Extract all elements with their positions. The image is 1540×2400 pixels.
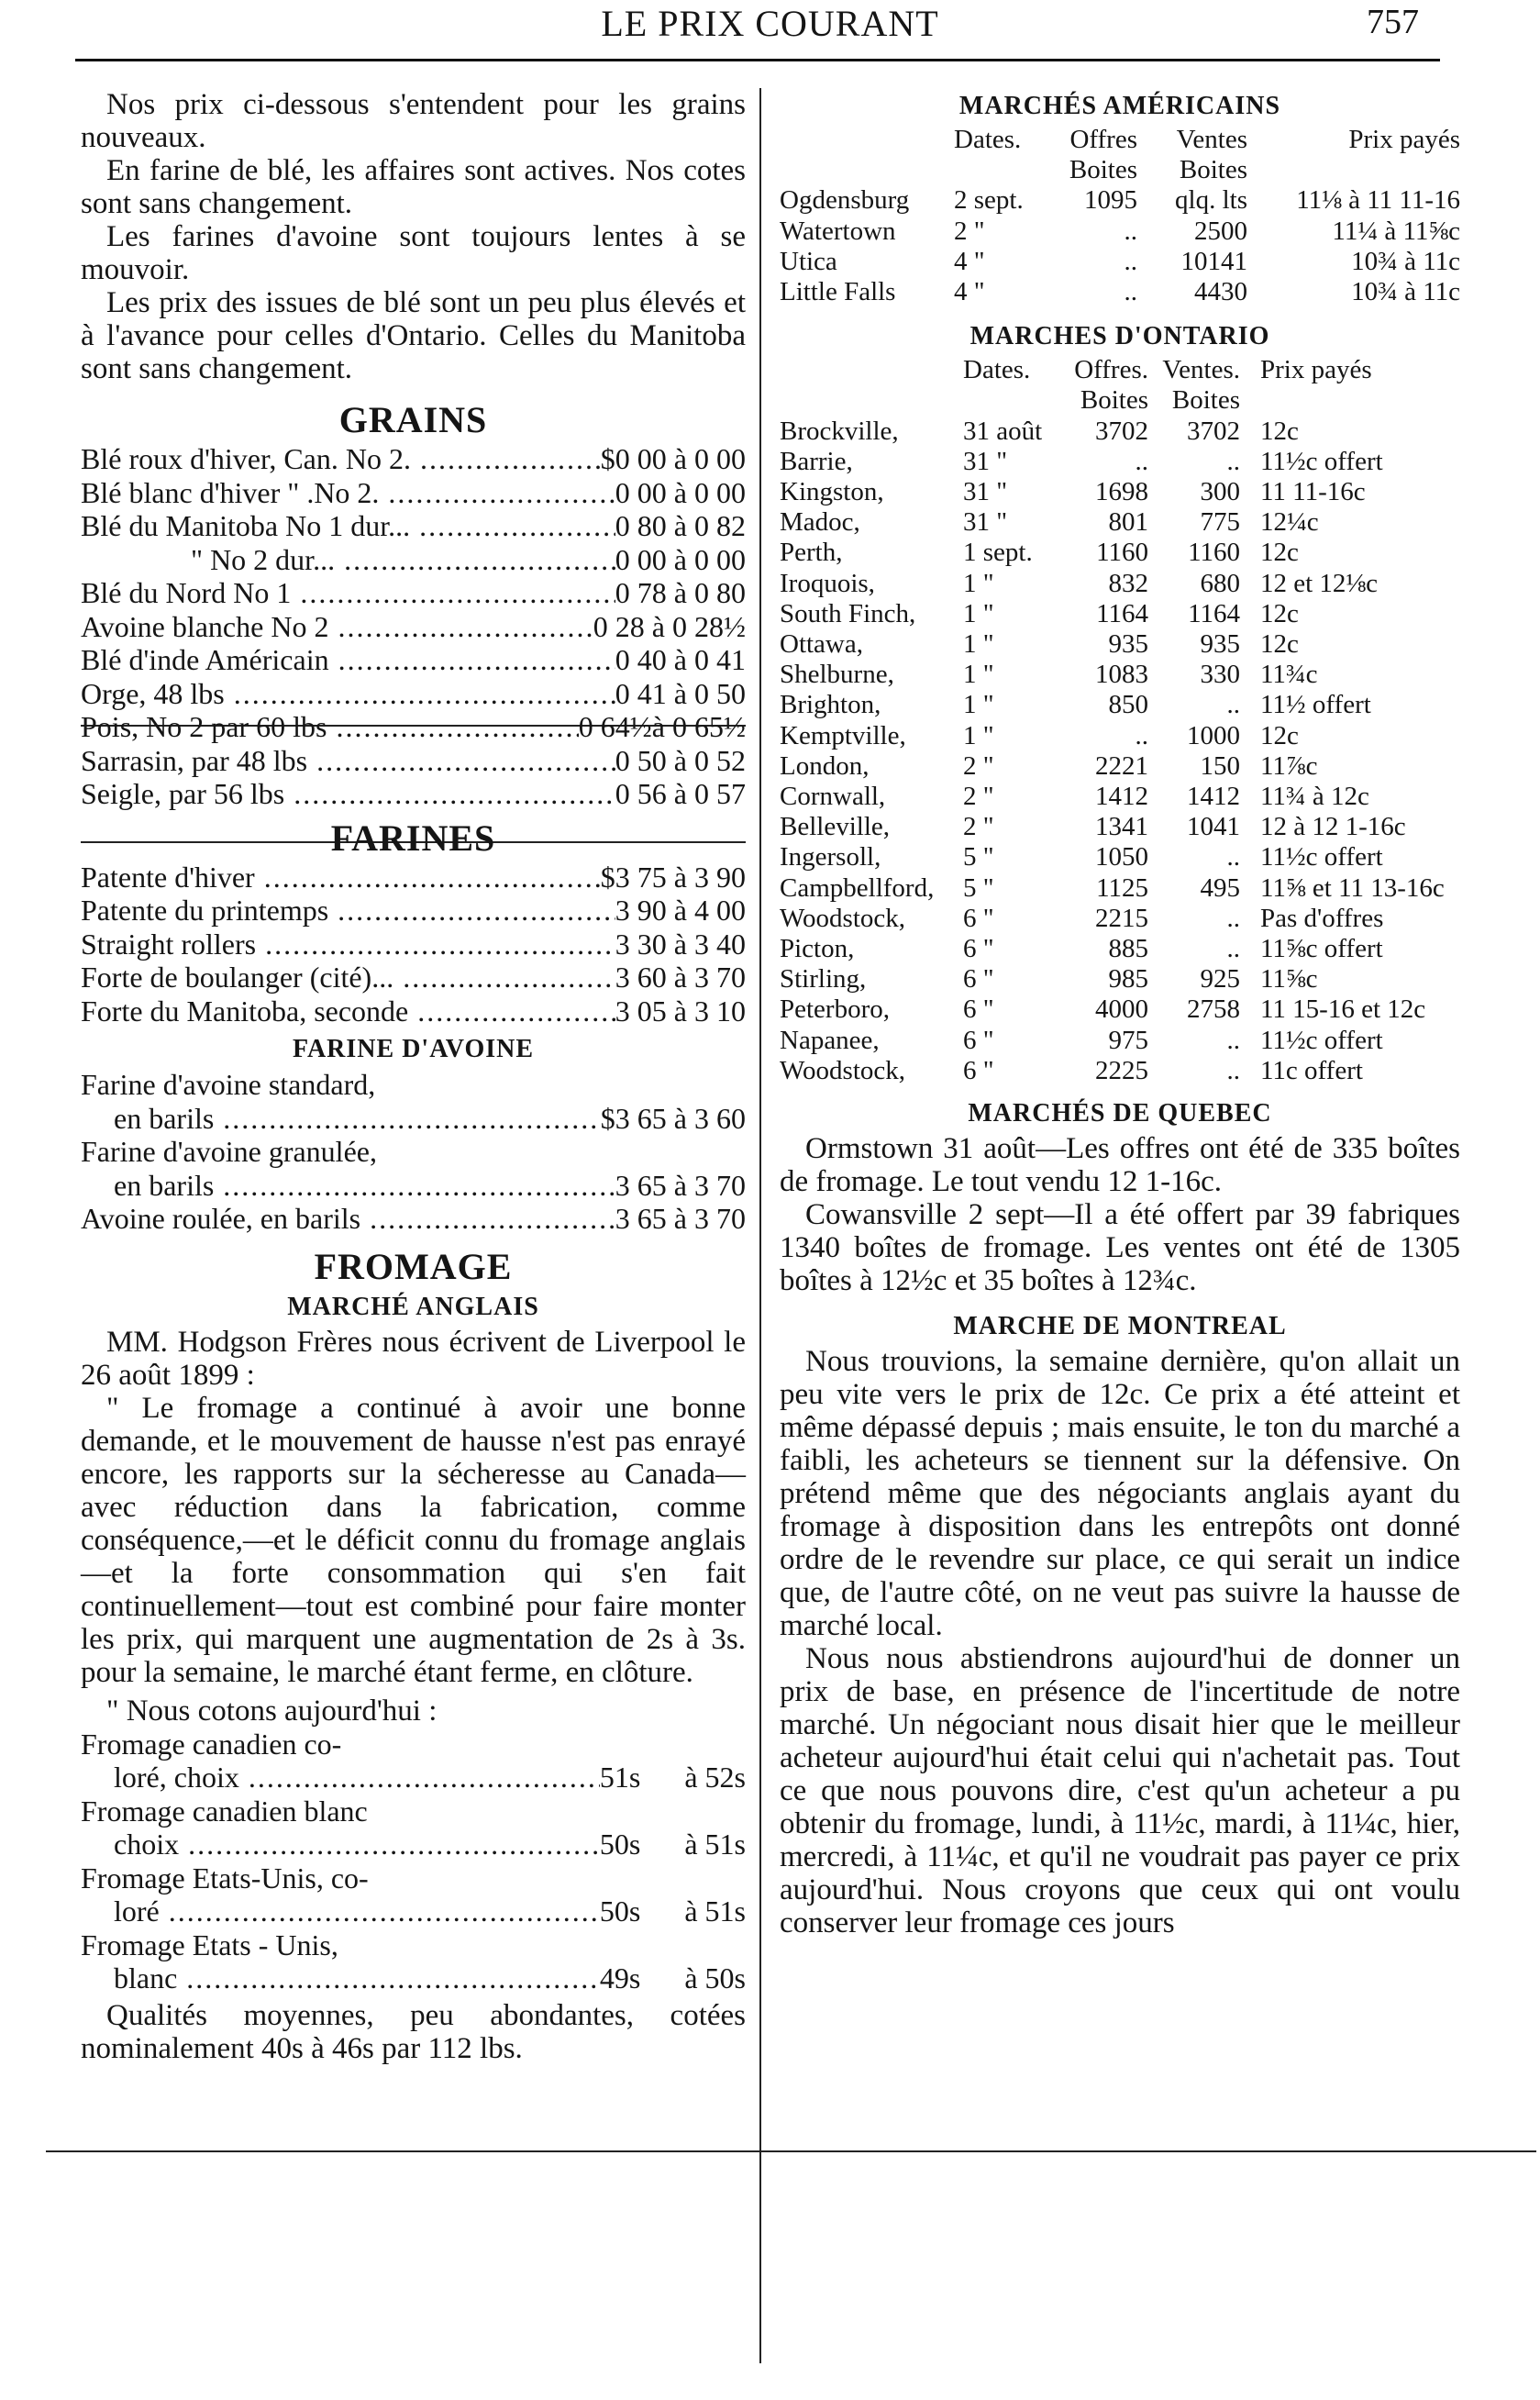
price-label: Farine d'avoine standard,	[81, 1068, 376, 1101]
price-value: 0 50 à 0 52	[615, 743, 746, 777]
price-value: 0 40 à 0 41	[615, 643, 746, 676]
table-cell: 1160	[1096, 538, 1148, 568]
price-value: 3 30 à 3 40	[615, 927, 746, 961]
table-cell: 6 "	[963, 903, 994, 933]
price-label: Pois, No 2 par 60 lbs .....	[81, 710, 579, 744]
table-cell: 1160	[1188, 538, 1240, 568]
price-value: 3 65 à 3 70	[615, 1202, 746, 1235]
price-value: 3 65 à 3 70	[615, 1168, 746, 1202]
table-cell: 12 à 12 1-16c	[1260, 812, 1406, 842]
table-cell: 495	[1200, 872, 1240, 903]
price-row	[81, 476, 746, 510]
left-column	[81, 88, 746, 2065]
table-cell: 850	[1108, 690, 1148, 720]
table-cell: 925	[1200, 964, 1240, 994]
table-cell: 1 "	[963, 568, 994, 598]
table-cell: 985	[1108, 964, 1148, 994]
farine-avoine-heading: FARINE D'AVOINE	[292, 1035, 535, 1063]
table-cell: Shelburne,	[780, 660, 894, 690]
price-label: en barils .....	[81, 1102, 601, 1136]
table-header-cell: Prix payés	[1348, 125, 1460, 154]
table-cell: 935	[1200, 629, 1240, 660]
table-cell: Brockville,	[780, 416, 899, 446]
table-row	[780, 934, 1460, 964]
table-cell: Barrie,	[780, 446, 853, 476]
table-cell: 935	[1108, 629, 1148, 660]
table-row	[780, 842, 1460, 872]
table-cell: 11⅝ et 11 13-16c	[1260, 872, 1445, 903]
table-cell: ..	[1226, 934, 1240, 964]
table-row	[780, 1026, 1460, 1056]
table-cell: ..	[1226, 690, 1240, 720]
table-cell: 2221	[1095, 750, 1148, 781]
table-row	[780, 721, 1460, 751]
table-cell: Perth,	[780, 538, 843, 568]
table-cell: 300	[1200, 477, 1240, 507]
table-cell: Ottawa,	[780, 629, 863, 660]
table-cell: 2500	[1194, 216, 1247, 246]
price-label: Farine d'avoine granulée,	[81, 1135, 377, 1168]
table-cell: 330	[1200, 660, 1240, 690]
table-header-cell: Dates.	[954, 125, 1022, 154]
table-cell: 12c	[1260, 720, 1299, 750]
price-row	[81, 1928, 746, 1962]
table-cell: Little Falls	[780, 277, 896, 307]
price-row	[81, 610, 746, 644]
table-cell: qlq. lts	[1175, 185, 1247, 216]
table-cell: 2 "	[954, 216, 985, 246]
table-row	[780, 782, 1460, 812]
header-rule	[75, 59, 1440, 61]
price-value: 0 78 à 0 80	[615, 576, 746, 609]
table-header-row	[780, 155, 1460, 185]
table-cell: 11⅝c offert	[1260, 934, 1383, 964]
table-cell: 1164	[1188, 598, 1240, 628]
quebec-paragraph: Cowansville 2 sept—Il a été offert par 39 fabriques 1340 boîtes de fromage. Les ventes ont été de 1305 boîtes à 12½c et 35 boîtes à 12¾c.	[780, 1198, 1460, 1298]
quebec-paragraph: Ormstown 31 août—Les offres ont été de 335 boîtes de fromage. Le tout vendu 12 1-16c.	[780, 1132, 1460, 1199]
marches-quebec-heading: MARCHÉS DE QUEBEC	[968, 1099, 1272, 1128]
price-row	[81, 1894, 746, 1928]
table-cell: Madoc,	[780, 507, 860, 538]
price-row	[81, 643, 746, 677]
table-cell: 3702	[1095, 416, 1148, 446]
table-cell: 6 "	[963, 1025, 994, 1055]
price-value: 0 56 à 0 57	[615, 777, 746, 810]
price-row	[81, 777, 746, 811]
table-cell: ..	[1226, 446, 1240, 476]
table-cell: 1 "	[963, 629, 994, 660]
right-column	[780, 88, 1460, 1939]
table-cell: 10¾ à 11c	[1351, 246, 1460, 276]
montreal-paragraph: Nous trouvions, la semaine dernière, qu'on allait un peu vite vers le prix de 12c. Ce prix a été atteint et même dépassé depuis ; mais ensuite, le ton du marché a faibli, les acheteurs se tiennent sur la défensive. On prétend même que des négociants anglais ayant du fromage à disposition dans les entrepôts ont donné ordre de le revendre sur place, ce qui serait un indice que, de l'autre côté, on ne veut pas suivre la hausse de marché local.	[780, 1345, 1460, 1643]
fromage-heading: FROMAGE	[314, 1245, 513, 1287]
table-cell: 11½ offert	[1260, 690, 1371, 720]
table-cell: 2758	[1187, 994, 1240, 1025]
table-cell: 1041	[1187, 812, 1240, 842]
table-cell: 10141	[1180, 246, 1247, 276]
price-label: Avoine roulée, en barils .....	[81, 1202, 615, 1236]
table-cell: 31 "	[963, 477, 1008, 507]
price-row	[81, 1828, 746, 1861]
table-cell: 11⅝c	[1260, 964, 1318, 994]
table-cell: 1341	[1095, 812, 1148, 842]
table-row	[780, 569, 1460, 599]
price-row	[81, 1102, 746, 1136]
table-cell: 6 "	[963, 1055, 994, 1085]
table-cell: 11½c offert	[1260, 842, 1383, 872]
table-cell: 1050	[1095, 842, 1148, 872]
price-value: 3 90 à 4 00	[615, 894, 746, 927]
price-row	[81, 894, 746, 928]
price-label: Patente d'hiver .....	[81, 861, 601, 894]
price-row	[81, 576, 746, 610]
table-cell: Woodstock,	[780, 1055, 906, 1085]
price-label: Blé roux d'hiver, Can. No 2. .....	[81, 442, 601, 476]
price-row	[81, 1961, 746, 1995]
price-row	[81, 928, 746, 961]
table-cell: 5 "	[963, 872, 994, 903]
table-row	[780, 507, 1460, 538]
table-cell: 12c	[1260, 629, 1299, 660]
table-header-cell: Ventes	[1176, 125, 1247, 154]
price-label: Seigle, par 56 lbs .....	[81, 777, 615, 811]
table-cell: 4000	[1095, 994, 1148, 1025]
price-row	[81, 961, 746, 994]
marches-ontario-heading: MARCHES D'ONTARIO	[969, 322, 1270, 351]
table-cell: 2 sept.	[954, 185, 1024, 216]
table-header-cell: Boites	[1179, 155, 1247, 185]
marche-anglais-heading: MARCHÉ ANGLAIS	[287, 1292, 539, 1321]
table-cell: ..	[1226, 1025, 1240, 1055]
table-cell: 1412	[1187, 782, 1240, 812]
table-cell: 31 "	[963, 507, 1008, 538]
table-row	[780, 417, 1460, 447]
column-divider	[759, 88, 761, 2363]
table-cell: ..	[1226, 842, 1240, 872]
price-row	[81, 744, 746, 778]
table-header-cell	[1247, 155, 1460, 185]
price-label: Blé du Manitoba No 1 dur... .....	[81, 509, 615, 543]
table-cell: 11¾c	[1260, 660, 1318, 690]
table-cell: Picton,	[780, 934, 855, 964]
price-value: 0 64½à 0 65½	[578, 710, 746, 743]
table-cell: 4 "	[954, 277, 985, 307]
fromage-paragraph: " Le fromage a continué à avoir une bonne demande, et le mouvement de hausse n'est pas enrayé encore, les rapports sur la sécheresse au Canada—avec réduction dans la fabrication, comme conséquence,—et le déficit connu du fromage anglais—et la forte consommation qui s'en fait continuellement—tout est combiné pour faire monter les prix, qui marquent une augmentation de 2s à 3s. pour la semaine, le marché étant ferme, en clôture.	[81, 1391, 746, 1689]
price-value: 0 41 à 0 50	[615, 676, 746, 710]
table-cell: ..	[1124, 216, 1137, 246]
americains-table	[780, 125, 1460, 307]
price-value: $3 75 à 3 90	[600, 860, 746, 894]
table-header-cell	[780, 385, 963, 416]
table-cell: 1125	[1096, 872, 1148, 903]
table-cell: 1000	[1187, 720, 1240, 750]
table-cell: 11 11-16c	[1260, 477, 1366, 507]
table-row	[780, 873, 1460, 904]
table-header-cell	[1240, 385, 1460, 416]
table-header-cell: Offres.	[1074, 355, 1148, 385]
intro-paragraph: Les prix des issues de blé sont un peu plus élevés et à l'avance pour celles d'Ontario. Celles du Manitoba sont sans changement.	[81, 286, 746, 385]
page-title: LE PRIX COURANT	[601, 3, 939, 44]
price-value: 0 00 à 0 00	[615, 542, 746, 576]
table-cell: 1 "	[963, 598, 994, 628]
marche-montreal-heading: MARCHE DE MONTREAL	[953, 1312, 1287, 1341]
ontario-table	[780, 355, 1460, 1086]
price-label: Blé blanc d'hiver " .No 2. .....	[81, 476, 615, 510]
table-cell: 3702	[1187, 416, 1240, 446]
table-cell: 11¼ à 11⅝c	[1332, 216, 1460, 246]
price-row	[81, 543, 746, 577]
table-cell: ..	[1135, 720, 1148, 750]
price-label: Blé d'inde Américain .....	[81, 643, 615, 677]
table-cell: 4430	[1194, 277, 1247, 307]
table-cell: 1 sept.	[963, 538, 1033, 568]
table-row	[780, 277, 1460, 307]
montreal-paragraph: Nous nous abstiendrons aujourd'hui de donner un prix de base, en présence de l'incertitude de notre marché. Un négociant nous disait hier que le meilleur acheteur aujourd'hui était celui qui n'achetait pas. Tout ce que nous pouvons dire, c'est qu'un acheteur a pu obtenir du fromage, lundi, à 11½c, mardi, à 11¼c, hier, mercredi, à 11¼c, et qu'il ne voudrait pas payer ce prix aujourd'hui. Nous croyons que ceux qui ont voulu conserver leur fromage ces jours	[780, 1642, 1460, 1940]
table-cell: 2 "	[963, 812, 994, 842]
table-row	[780, 751, 1460, 782]
table-header-cell: Prix payés	[1260, 355, 1372, 385]
table-cell: Watertown	[780, 216, 896, 246]
avoine-price-list	[81, 1068, 746, 1236]
table-cell: 885	[1108, 934, 1148, 964]
table-row	[780, 538, 1460, 568]
price-label: Avoine blanche No 2 .....	[81, 610, 593, 644]
price-value: $3 65 à 3 60	[600, 1101, 746, 1135]
price-label: " No 2 dur... .....	[81, 543, 615, 577]
grains-heading: GRAINS	[338, 399, 488, 440]
table-cell: ..	[1124, 246, 1137, 276]
price-value: 3 60 à 3 70	[615, 961, 746, 994]
price-row	[81, 710, 746, 744]
table-cell: ..	[1124, 277, 1137, 307]
table-row	[780, 1056, 1460, 1086]
table-header-cell: Offres	[1069, 125, 1137, 154]
table-header-cell: Dates.	[963, 355, 1031, 385]
price-value: 3 05 à 3 10	[615, 994, 746, 1028]
table-cell: 6 "	[963, 994, 994, 1025]
price-label: Sarrasin, par 48 lbs .....	[81, 744, 615, 778]
price-row	[81, 1728, 746, 1761]
table-cell: 11½c offert	[1260, 446, 1383, 476]
table-cell: 6 "	[963, 964, 994, 994]
table-cell: Iroquois,	[780, 568, 875, 598]
table-row	[780, 185, 1460, 216]
table-header-cell	[954, 155, 1055, 185]
table-cell: Woodstock,	[780, 903, 906, 933]
table-row	[780, 994, 1460, 1025]
price-label: Fromage canadien blanc	[81, 1794, 368, 1828]
table-cell: 11c offert	[1260, 1055, 1363, 1085]
table-header-cell	[963, 385, 1066, 416]
table-cell: 1083	[1095, 660, 1148, 690]
grains-price-list	[81, 442, 746, 811]
table-row	[780, 629, 1460, 660]
table-cell: 12c	[1260, 598, 1299, 628]
table-cell: 1 "	[963, 660, 994, 690]
table-row	[780, 660, 1460, 690]
table-cell: ..	[1135, 446, 1148, 476]
table-row	[780, 447, 1460, 477]
table-cell: 31 "	[963, 446, 1008, 476]
table-cell: 11⅞c	[1260, 750, 1318, 781]
table-cell: Belleville,	[780, 812, 890, 842]
table-cell: 1698	[1095, 477, 1148, 507]
table-header-row	[780, 385, 1460, 416]
table-cell: 775	[1200, 507, 1240, 538]
price-row	[81, 442, 746, 476]
price-row	[81, 677, 746, 711]
table-row	[780, 964, 1460, 994]
table-cell: 1 "	[963, 690, 994, 720]
price-row	[81, 509, 746, 543]
table-cell: 12c	[1260, 416, 1299, 446]
table-cell: 11 15-16 et 12c	[1260, 994, 1426, 1025]
price-row	[81, 1861, 746, 1895]
price-row	[81, 1761, 746, 1794]
table-cell: Napanee,	[780, 1025, 880, 1055]
table-cell: 2 "	[963, 750, 994, 781]
table-cell: Ogdensburg	[780, 185, 910, 216]
marches-americains-heading: MARCHÉS AMÉRICAINS	[958, 92, 1281, 120]
price-label: Orge, 48 lbs .....	[81, 677, 615, 711]
table-cell: 680	[1200, 568, 1240, 598]
table-row	[780, 812, 1460, 842]
table-cell: 1412	[1095, 782, 1148, 812]
table-header-cell	[780, 355, 963, 385]
table-header-cell: Boites	[1171, 385, 1240, 416]
table-header-cell	[780, 155, 954, 185]
price-value: $0 00 à 0 00	[600, 442, 746, 475]
price-label: Blé du Nord No 1 .....	[81, 576, 615, 610]
price-row	[81, 1068, 746, 1102]
table-cell: Campbellford,	[780, 872, 935, 903]
farines-price-list	[81, 861, 746, 1028]
table-cell: Brighton,	[780, 690, 881, 720]
table-cell: 10¾ à 11c	[1351, 277, 1460, 307]
price-label: blanc .....	[81, 1961, 600, 1995]
fromage-paragraph: " Nous cotons aujourd'hui :	[106, 1694, 438, 1728]
table-cell: 1 "	[963, 720, 994, 750]
table-row	[780, 477, 1460, 507]
table-cell: 150	[1200, 750, 1240, 781]
farines-heading: FARINES	[330, 817, 496, 859]
table-row	[780, 690, 1460, 720]
table-row	[780, 217, 1460, 247]
intro-paragraph: Nos prix ci-dessous s'entendent pour les grains nouveaux.	[81, 88, 746, 154]
table-cell: 832	[1108, 568, 1148, 598]
table-header-cell	[780, 125, 954, 155]
intro-paragraph: Les farines d'avoine sont toujours lentes à se mouvoir.	[81, 220, 746, 286]
table-cell: 2225	[1095, 1055, 1148, 1085]
price-label: Fromage canadien co-	[81, 1727, 342, 1761]
price-row	[81, 1169, 746, 1203]
price-value: 0 28 à 0 28½	[593, 609, 746, 643]
price-row	[81, 861, 746, 894]
table-cell: 5 "	[963, 842, 994, 872]
price-value: 51s à 52s	[599, 1761, 746, 1794]
table-cell: Kemptville,	[780, 720, 906, 750]
table-cell: ..	[1226, 903, 1240, 933]
price-value: 50s à 51s	[599, 1894, 746, 1928]
price-row	[81, 1794, 746, 1828]
fromage-paragraph: MM. Hodgson Frères nous écrivent de Liverpool le 26 août 1899 :	[81, 1325, 746, 1392]
price-label: en barils .....	[81, 1169, 615, 1203]
page-number: 757	[1367, 3, 1419, 41]
price-value: 0 00 à 0 00	[615, 475, 746, 509]
table-cell: 12¼c	[1260, 507, 1319, 538]
cotes-price-list	[81, 1728, 746, 1995]
table-cell: 1164	[1096, 598, 1148, 628]
table-cell: 1095	[1084, 185, 1137, 216]
table-cell: 11½c offert	[1260, 1025, 1383, 1055]
table-cell: 11⅛ à 11 11-16	[1296, 185, 1460, 216]
table-header-row	[780, 355, 1460, 385]
table-cell: 6 "	[963, 934, 994, 964]
price-label: choix .....	[81, 1828, 600, 1861]
price-row	[81, 994, 746, 1028]
table-cell: 12 et 12⅛c	[1260, 568, 1379, 598]
price-label: loré .....	[81, 1894, 600, 1928]
table-cell: Kingston,	[780, 477, 884, 507]
price-label: Forte de boulanger (cité)... .....	[81, 961, 615, 994]
price-label: loré, choix .....	[81, 1761, 600, 1794]
table-cell: 31 août	[963, 416, 1043, 446]
price-label: Patente du printemps .....	[81, 894, 615, 928]
table-header-cell: Boites	[1080, 385, 1148, 416]
table-cell: Pas d'offres	[1260, 903, 1384, 933]
table-cell: 12c	[1260, 538, 1299, 568]
price-label: Straight rollers .....	[81, 928, 615, 961]
price-row	[81, 1135, 746, 1169]
table-cell: Utica	[780, 246, 837, 276]
price-label: Fromage Etats - Unis,	[81, 1928, 338, 1961]
price-label: Fromage Etats-Unis, co-	[81, 1861, 369, 1894]
table-row	[780, 904, 1460, 934]
table-cell: 11¾ à 12c	[1260, 782, 1369, 812]
price-value: 50s à 51s	[599, 1828, 746, 1861]
table-cell: Peterboro,	[780, 994, 890, 1025]
table-header-cell: Ventes.	[1162, 355, 1240, 385]
table-header-cell: Boites	[1069, 155, 1137, 185]
table-cell: Ingersoll,	[780, 842, 881, 872]
price-row	[81, 1202, 746, 1236]
table-header-row	[780, 125, 1460, 155]
price-value: 0 80 à 0 82	[615, 509, 746, 542]
price-value: 49s à 50s	[599, 1961, 746, 1994]
table-cell: 2215	[1095, 903, 1148, 933]
table-cell: South Finch,	[780, 598, 916, 628]
bottom-rule	[46, 2150, 1536, 2152]
table-cell: 4 "	[954, 246, 985, 276]
fromage-paragraph: Qualités moyennes, peu abondantes, cotées nominalement 40s à 46s par 112 lbs.	[81, 1998, 746, 2065]
table-row	[780, 599, 1460, 629]
table-cell: ..	[1226, 1055, 1240, 1085]
table-cell: Cornwall,	[780, 782, 886, 812]
table-cell: London,	[780, 750, 870, 781]
table-cell: 801	[1108, 507, 1148, 538]
table-cell: 975	[1108, 1025, 1148, 1055]
table-row	[780, 247, 1460, 277]
table-cell: 2 "	[963, 782, 994, 812]
table-cell: Stirling,	[780, 964, 867, 994]
intro-paragraph: En farine de blé, les affaires sont actives. Nos cotes sont sans changement.	[81, 154, 746, 220]
price-label: Forte du Manitoba, seconde .....	[81, 994, 615, 1028]
